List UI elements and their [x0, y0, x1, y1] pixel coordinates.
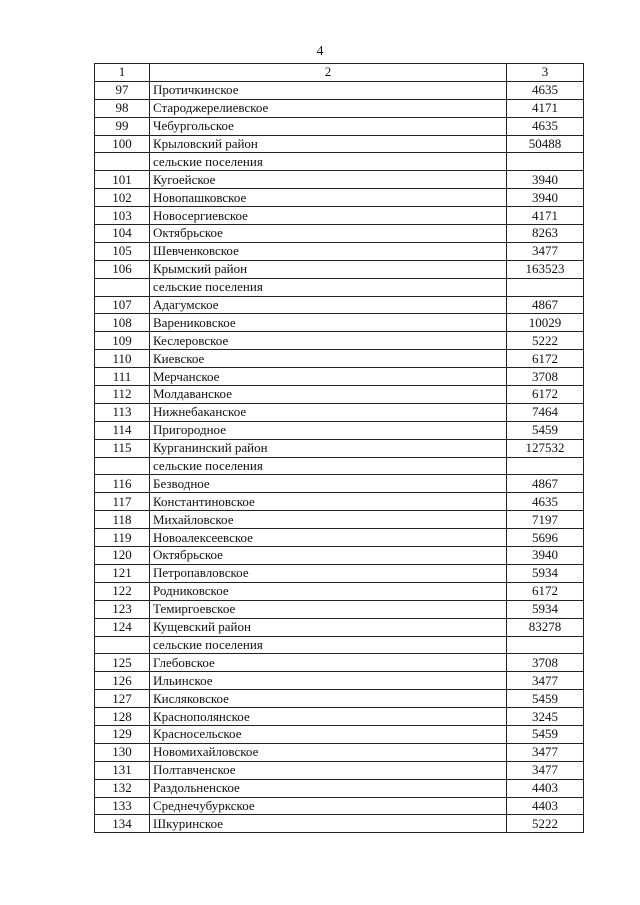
row-value-cell: 3940 — [507, 547, 584, 565]
column-header-2: 2 — [150, 64, 507, 82]
row-number-cell: 124 — [95, 618, 150, 636]
row-value-cell: 127532 — [507, 439, 584, 457]
row-name-cell: Староджерелиевское — [150, 99, 507, 117]
row-number-cell: 120 — [95, 547, 150, 565]
row-value-cell: 4403 — [507, 797, 584, 815]
row-name-cell: Пригородное — [150, 421, 507, 439]
row-value-cell: 4635 — [507, 493, 584, 511]
row-name-cell: Краснополянское — [150, 708, 507, 726]
table-row — [95, 690, 584, 708]
table-row — [95, 296, 584, 314]
table-row — [95, 403, 584, 421]
table-row — [95, 278, 584, 296]
table-row — [95, 439, 584, 457]
row-value-cell: 3708 — [507, 654, 584, 672]
row-value-cell: 7464 — [507, 403, 584, 421]
row-name-cell: Среднечубуркское — [150, 797, 507, 815]
row-name-cell: Раздольненское — [150, 779, 507, 797]
row-value-cell: 3940 — [507, 189, 584, 207]
row-name-cell: Киевское — [150, 350, 507, 368]
table-row — [95, 117, 584, 135]
row-number-cell: 132 — [95, 779, 150, 797]
row-value-cell — [507, 153, 584, 171]
data-table — [94, 63, 584, 833]
row-value-cell: 3477 — [507, 242, 584, 260]
table-row — [95, 672, 584, 690]
table-row — [95, 725, 584, 743]
row-name-cell: Протичкинское — [150, 81, 507, 99]
table-body — [95, 81, 584, 832]
row-number-cell: 110 — [95, 350, 150, 368]
row-value-cell: 3708 — [507, 368, 584, 386]
row-number-cell: 98 — [95, 99, 150, 117]
table-row — [95, 636, 584, 654]
row-value-cell: 4171 — [507, 207, 584, 225]
table-row — [95, 314, 584, 332]
row-number-cell: 115 — [95, 439, 150, 457]
row-number-cell: 119 — [95, 529, 150, 547]
row-name-cell: Чебургольское — [150, 117, 507, 135]
table-row — [95, 153, 584, 171]
table-row — [95, 761, 584, 779]
row-name-cell: Курганинский район — [150, 439, 507, 457]
row-number-cell: 118 — [95, 511, 150, 529]
row-name-cell: Октябрьское — [150, 547, 507, 565]
row-name-cell: Адагумское — [150, 296, 507, 314]
row-number-cell: 97 — [95, 81, 150, 99]
row-name-cell: Константиновское — [150, 493, 507, 511]
table-row — [95, 582, 584, 600]
row-name-cell: Новосергиевское — [150, 207, 507, 225]
table-row — [95, 81, 584, 99]
row-number-cell: 114 — [95, 421, 150, 439]
table-row — [95, 493, 584, 511]
row-number-cell: 109 — [95, 332, 150, 350]
row-number-cell: 103 — [95, 207, 150, 225]
row-number-cell: 133 — [95, 797, 150, 815]
table-row — [95, 332, 584, 350]
table-row — [95, 511, 584, 529]
row-value-cell: 4635 — [507, 117, 584, 135]
row-name-cell: Кисляковское — [150, 690, 507, 708]
row-name-cell: Полтавченское — [150, 761, 507, 779]
table-row — [95, 171, 584, 189]
row-value-cell: 6172 — [507, 582, 584, 600]
row-name-cell: сельские поселения — [150, 278, 507, 296]
table-row — [95, 260, 584, 278]
row-number-cell: 111 — [95, 368, 150, 386]
column-header-1: 1 — [95, 64, 150, 82]
row-number-cell — [95, 153, 150, 171]
row-value-cell: 83278 — [507, 618, 584, 636]
table-row — [95, 600, 584, 618]
table-row — [95, 708, 584, 726]
row-number-cell: 102 — [95, 189, 150, 207]
row-name-cell: Кущевский район — [150, 618, 507, 636]
row-number-cell — [95, 457, 150, 475]
row-name-cell: Глебовское — [150, 654, 507, 672]
row-value-cell: 5459 — [507, 690, 584, 708]
row-value-cell: 3477 — [507, 743, 584, 761]
row-name-cell: Темиргоевское — [150, 600, 507, 618]
row-number-cell: 113 — [95, 403, 150, 421]
row-value-cell: 4867 — [507, 296, 584, 314]
column-header-3: 3 — [507, 64, 584, 82]
row-number-cell: 116 — [95, 475, 150, 493]
row-value-cell: 3477 — [507, 672, 584, 690]
table-row — [95, 421, 584, 439]
row-name-cell: Михайловское — [150, 511, 507, 529]
row-value-cell — [507, 278, 584, 296]
table-row — [95, 618, 584, 636]
row-value-cell: 5222 — [507, 332, 584, 350]
row-name-cell: Родниковское — [150, 582, 507, 600]
row-value-cell: 10029 — [507, 314, 584, 332]
table-row — [95, 99, 584, 117]
row-value-cell: 5459 — [507, 725, 584, 743]
row-number-cell: 123 — [95, 600, 150, 618]
row-number-cell: 117 — [95, 493, 150, 511]
row-name-cell: Шевченковское — [150, 242, 507, 260]
row-name-cell: сельские поселения — [150, 153, 507, 171]
row-value-cell: 6172 — [507, 386, 584, 404]
row-value-cell: 6172 — [507, 350, 584, 368]
table-row — [95, 547, 584, 565]
row-number-cell: 130 — [95, 743, 150, 761]
row-value-cell: 5934 — [507, 564, 584, 582]
row-name-cell: сельские поселения — [150, 636, 507, 654]
table-row — [95, 779, 584, 797]
row-number-cell: 127 — [95, 690, 150, 708]
row-name-cell: Петропавловское — [150, 564, 507, 582]
row-number-cell: 126 — [95, 672, 150, 690]
row-number-cell — [95, 278, 150, 296]
row-value-cell — [507, 457, 584, 475]
row-name-cell: Ильинское — [150, 672, 507, 690]
row-name-cell: Кугоейское — [150, 171, 507, 189]
row-name-cell: Красносельское — [150, 725, 507, 743]
row-name-cell: Новоалексеевское — [150, 529, 507, 547]
table-row — [95, 529, 584, 547]
row-number-cell: 99 — [95, 117, 150, 135]
row-number-cell: 128 — [95, 708, 150, 726]
table-row — [95, 457, 584, 475]
row-value-cell: 8263 — [507, 225, 584, 243]
table-row — [95, 242, 584, 260]
row-value-cell: 5222 — [507, 815, 584, 833]
table-row — [95, 135, 584, 153]
row-number-cell: 108 — [95, 314, 150, 332]
row-name-cell: Нижнебаканское — [150, 403, 507, 421]
row-name-cell: Кеслеровское — [150, 332, 507, 350]
row-value-cell: 3940 — [507, 171, 584, 189]
row-value-cell: 4867 — [507, 475, 584, 493]
table-row — [95, 815, 584, 833]
table-row — [95, 475, 584, 493]
row-name-cell: Молдаванское — [150, 386, 507, 404]
row-value-cell: 5934 — [507, 600, 584, 618]
row-number-cell: 104 — [95, 225, 150, 243]
row-name-cell: Новопашковское — [150, 189, 507, 207]
row-value-cell: 50488 — [507, 135, 584, 153]
row-name-cell: Мерчанское — [150, 368, 507, 386]
row-value-cell — [507, 636, 584, 654]
table-row — [95, 564, 584, 582]
row-number-cell: 105 — [95, 242, 150, 260]
row-number-cell: 107 — [95, 296, 150, 314]
row-value-cell: 5696 — [507, 529, 584, 547]
table-row — [95, 207, 584, 225]
row-value-cell: 4635 — [507, 81, 584, 99]
table-row — [95, 797, 584, 815]
row-number-cell: 121 — [95, 564, 150, 582]
row-number-cell: 122 — [95, 582, 150, 600]
row-value-cell: 4171 — [507, 99, 584, 117]
row-value-cell: 5459 — [507, 421, 584, 439]
row-value-cell: 3477 — [507, 761, 584, 779]
table-row — [95, 350, 584, 368]
header-row — [95, 64, 584, 82]
table-row — [95, 743, 584, 761]
row-value-cell: 4403 — [507, 779, 584, 797]
row-value-cell: 3245 — [507, 708, 584, 726]
row-number-cell — [95, 636, 150, 654]
row-number-cell: 131 — [95, 761, 150, 779]
table-row — [95, 189, 584, 207]
row-name-cell: Октябрьское — [150, 225, 507, 243]
table-row — [95, 654, 584, 672]
row-value-cell: 163523 — [507, 260, 584, 278]
table-row — [95, 386, 584, 404]
row-number-cell: 106 — [95, 260, 150, 278]
row-value-cell: 7197 — [507, 511, 584, 529]
page-number: 4 — [316, 44, 324, 59]
table-row — [95, 368, 584, 386]
row-number-cell: 134 — [95, 815, 150, 833]
row-number-cell: 129 — [95, 725, 150, 743]
row-number-cell: 125 — [95, 654, 150, 672]
row-name-cell: Крымский район — [150, 260, 507, 278]
row-name-cell: Варениковское — [150, 314, 507, 332]
row-name-cell: сельские поселения — [150, 457, 507, 475]
row-name-cell: Крыловский район — [150, 135, 507, 153]
table-row — [95, 225, 584, 243]
row-name-cell: Безводное — [150, 475, 507, 493]
row-name-cell: Шкуринское — [150, 815, 507, 833]
row-name-cell: Новомихайловское — [150, 743, 507, 761]
row-number-cell: 101 — [95, 171, 150, 189]
row-number-cell: 112 — [95, 386, 150, 404]
row-number-cell: 100 — [95, 135, 150, 153]
